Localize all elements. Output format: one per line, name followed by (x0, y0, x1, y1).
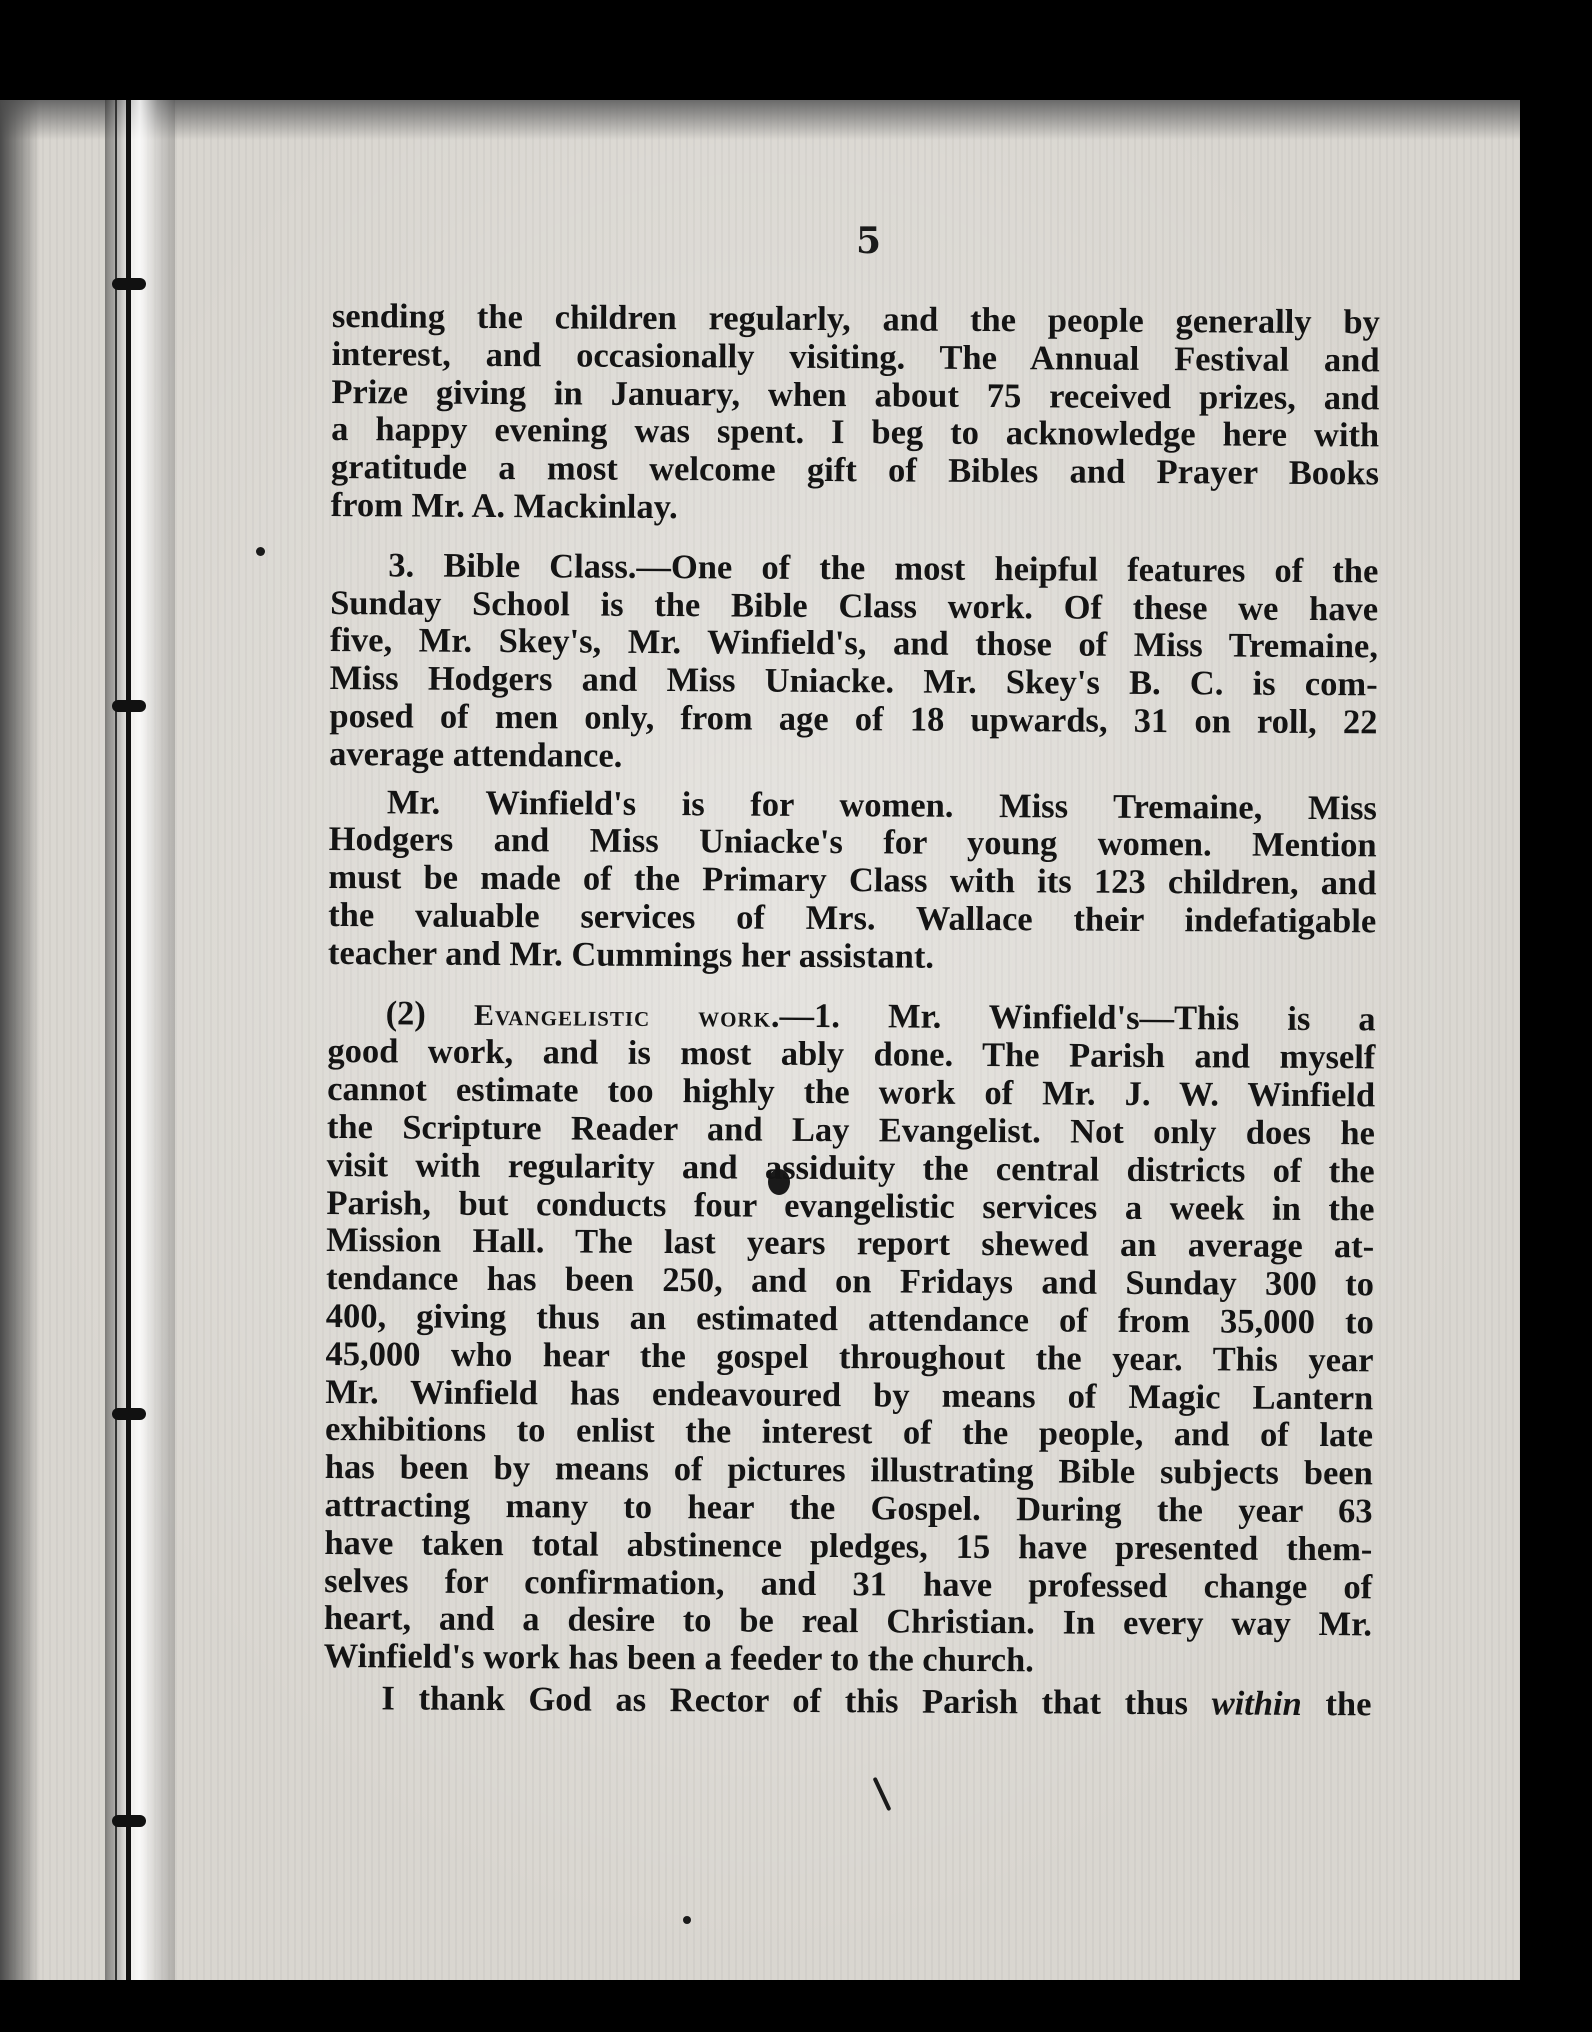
text-line: Mission Hall. The last years report shewed an average at- (326, 1221, 1375, 1266)
text-line: Mr. Winfield's is for women. Miss Tremaine, Miss (386, 782, 1378, 827)
text-line: exhibitions to enlist the interest of the people, and of late (324, 1410, 1374, 1455)
paragraph-rector-thanks (323, 1680, 1371, 1724)
paragraph-winfield-class (328, 784, 1377, 979)
binding-thread (126, 100, 131, 1980)
binding-stitch (112, 1408, 146, 1420)
text-line: posed of men only, from age of 18 upwards, 31 on roll, 22 (329, 696, 1378, 742)
text-fragment: the (1325, 1684, 1372, 1724)
text-line: heart, and a desire to be real Christian. In every way Mr. (323, 1599, 1373, 1644)
text-line: 3. Bible Class.—One of the most heipful features of the (388, 546, 1379, 591)
paragraph-evangelistic-work (324, 995, 1376, 1683)
binding-thread-secondary (115, 100, 117, 1980)
text-line: has been by means of pictures illustrating Bible subjects been (324, 1448, 1373, 1493)
text-line: from Mr. A. Mackinlay. (330, 485, 678, 527)
text-line: tendance has been 250, and on Fridays and Sunday 300 to (325, 1259, 1375, 1304)
text-line: (2) Evangelistic work.—1. Mr. Winfield's—This is a (385, 993, 1376, 1038)
text-line (323, 1680, 1371, 1724)
ink-speck (683, 1916, 691, 1924)
text-line: 45,000 who hear the gospel throughout the year. This year (325, 1334, 1374, 1380)
body-text (323, 298, 1380, 1724)
text-line: Winfield's work has been a feeder to the church. (323, 1637, 1034, 1680)
section-heading-smallcaps: Evangelistic work (473, 998, 772, 1034)
text-line: must be made of the Primary Class with its 123 children, and (328, 858, 1377, 903)
text-line: good work, and is most ably done. The Parish and myself (327, 1032, 1376, 1077)
binding-stitch (112, 1815, 146, 1827)
page-number: 5 (856, 220, 882, 262)
italic-word: within (1211, 1684, 1302, 1723)
text-line: Mr. Winfield has endeavoured by means of Magic Lantern (325, 1372, 1374, 1417)
text-line: Prize giving in January, when about 75 received prizes, and (331, 372, 1380, 417)
text-line: gratitude a most welcome gift of Bibles and Prayer Books (330, 448, 1380, 493)
text-line: interest, and occasionally visiting. The Annual Festival and (331, 334, 1380, 380)
text-line: average attendance. (329, 734, 623, 775)
text-line: Sunday School is the Bible Class work. Of these we have (330, 583, 1379, 628)
text-fragment: I thank God as Rector of this Parish that thus (381, 1679, 1189, 1723)
text-line: cannot estimate too highly the work of Mr. J. W. Winfield (327, 1070, 1376, 1115)
left-edge-shadow (0, 100, 40, 1980)
paragraph-bible-class (329, 547, 1378, 780)
text-line: have taken total abstinence pledges, 15 have presented them- (324, 1523, 1373, 1569)
binding-stitch (112, 700, 146, 712)
paragraph-sunday-school-continued (331, 298, 1380, 531)
text-line: teacher and Mr. Cummings her assistant. (327, 933, 935, 976)
text-line: attracting many to hear the Gospel. During the year 63 (324, 1485, 1373, 1531)
text-line: selves for confirmation, and 31 have professed change of (324, 1561, 1373, 1606)
text-line: visit with regularity and assiduity the central districts of the (326, 1145, 1375, 1191)
ink-speck (256, 547, 265, 556)
text-line: Hodgers and Miss Uniacke's for young women. Mention (328, 820, 1377, 865)
text-line: five, Mr. Skey's, Mr. Winfield's, and those of Miss Tremaine, (329, 621, 1379, 666)
text-line: Parish, but conducts four evangelistic services a week in the (326, 1183, 1375, 1228)
text-line: the Scripture Reader and Lay Evangelist. Not only does he (326, 1107, 1376, 1153)
top-edge-shadow (0, 100, 1520, 140)
text-line: Miss Hodgers and Miss Uniacke. Mr. Skey's B. C. is com- (329, 659, 1378, 704)
text-line: a happy evening was spent. I beg to acknowledge here with (331, 410, 1380, 455)
binding-stitch (112, 278, 146, 290)
text-line: the valuable services of Mrs. Wallace their indefatigable (328, 895, 1377, 941)
text-line: 400, giving thus an estimated attendance of from 35,000 to (325, 1296, 1374, 1342)
text-line: sending the children regularly, and the people generally by (331, 297, 1380, 342)
